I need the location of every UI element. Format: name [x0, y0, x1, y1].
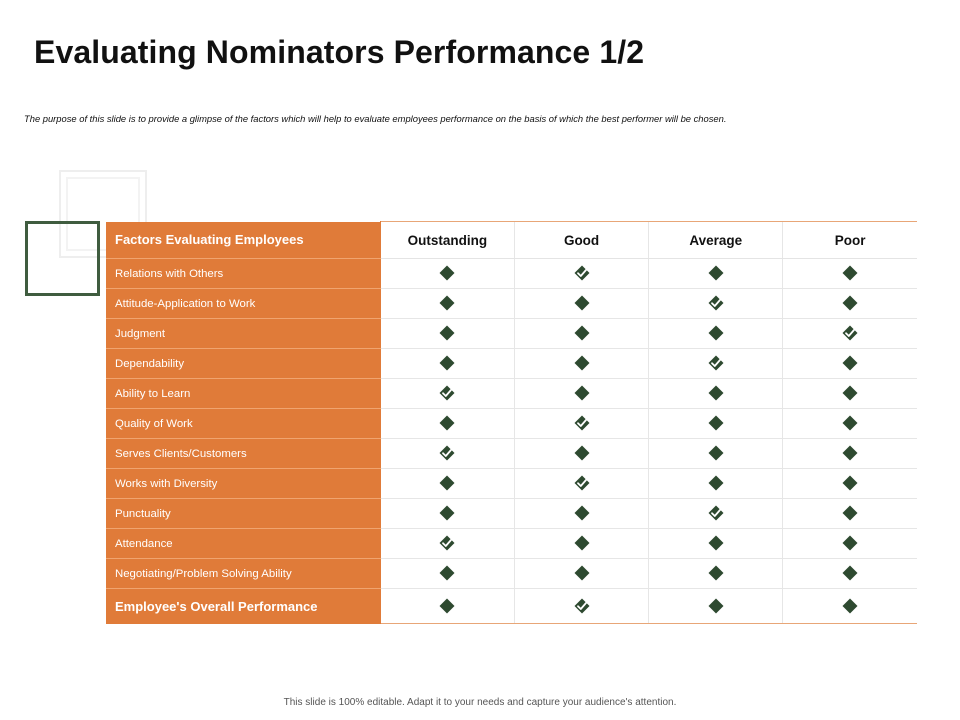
factor-label: Attitude-Application to Work — [106, 289, 380, 319]
factor-label: Serves Clients/Customers — [106, 439, 380, 469]
rating-cell — [783, 289, 917, 319]
table-row — [106, 319, 917, 349]
slide-subtitle: The purpose of this slide is to provide a glimpse of the factors which will help to evaluate employees performance on the basis of which the best performer will be chosen. — [24, 113, 727, 124]
diamond-check-icon — [842, 325, 858, 341]
rating-cell — [649, 559, 783, 589]
diamond-icon — [574, 385, 590, 401]
diamond-icon — [842, 565, 858, 581]
diamond-icon — [439, 475, 455, 491]
evaluation-table — [106, 221, 917, 624]
diamond-icon — [574, 295, 590, 311]
diamond-icon — [708, 475, 724, 491]
diamond-icon — [439, 598, 455, 614]
diamond-icon — [708, 565, 724, 581]
factor-label: Punctuality — [106, 499, 380, 529]
rating-cell — [783, 469, 917, 499]
diamond-icon — [574, 535, 590, 551]
diamond-icon — [708, 535, 724, 551]
rating-cell — [380, 529, 514, 559]
footer-note: This slide is 100% editable. Adapt it to your needs and capture your audience's attention. — [283, 697, 677, 708]
factor-label: Dependability — [106, 349, 380, 379]
diamond-icon — [708, 415, 724, 431]
diamond-check-icon — [439, 385, 455, 401]
rating-cell — [649, 349, 783, 379]
table-row — [106, 529, 917, 559]
table-row — [106, 499, 917, 529]
diamond-icon — [574, 325, 590, 341]
rating-cell — [514, 499, 648, 529]
diamond-icon — [842, 475, 858, 491]
rating-cell — [380, 409, 514, 439]
diamond-icon — [842, 505, 858, 521]
diamond-icon — [574, 505, 590, 521]
factor-label: Negotiating/Problem Solving Ability — [106, 559, 380, 589]
rating-cell — [783, 529, 917, 559]
diamond-check-icon — [574, 265, 590, 281]
diamond-icon — [439, 565, 455, 581]
factor-label: Employee's Overall Performance — [106, 589, 380, 624]
header-poor: Poor — [783, 222, 917, 259]
rating-cell — [649, 529, 783, 559]
table-row — [106, 259, 917, 289]
header-outstanding: Outstanding — [380, 222, 514, 259]
rating-cell — [380, 589, 514, 624]
rating-cell — [380, 439, 514, 469]
rating-cell — [514, 379, 648, 409]
rating-cell — [514, 529, 648, 559]
diamond-icon — [842, 445, 858, 461]
header-average: Average — [649, 222, 783, 259]
rating-cell — [514, 559, 648, 589]
rating-cell — [514, 259, 648, 289]
diamond-icon — [439, 505, 455, 521]
factor-label: Quality of Work — [106, 409, 380, 439]
table-row — [106, 379, 917, 409]
table-row — [106, 559, 917, 589]
header-good: Good — [514, 222, 648, 259]
rating-cell — [783, 319, 917, 349]
rating-cell — [649, 469, 783, 499]
rating-cell — [380, 559, 514, 589]
rating-cell — [783, 259, 917, 289]
table-row — [106, 289, 917, 319]
diamond-check-icon — [708, 355, 724, 371]
rating-cell — [380, 349, 514, 379]
factor-label: Works with Diversity — [106, 469, 380, 499]
diamond-icon — [842, 598, 858, 614]
rating-cell — [514, 319, 648, 349]
header-factors: Factors Evaluating Employees — [106, 222, 380, 259]
table-row — [106, 409, 917, 439]
diamond-check-icon — [439, 535, 455, 551]
diamond-icon — [842, 385, 858, 401]
rating-cell — [380, 469, 514, 499]
diamond-check-icon — [439, 445, 455, 461]
rating-cell — [783, 409, 917, 439]
rating-cell — [783, 499, 917, 529]
rating-cell — [514, 289, 648, 319]
decorative-frame-green — [25, 221, 100, 296]
rating-cell — [514, 469, 648, 499]
diamond-icon — [842, 355, 858, 371]
table-row — [106, 439, 917, 469]
rating-cell — [514, 439, 648, 469]
diamond-check-icon — [708, 505, 724, 521]
diamond-icon — [574, 565, 590, 581]
diamond-check-icon — [574, 475, 590, 491]
diamond-icon — [439, 325, 455, 341]
rating-cell — [649, 409, 783, 439]
rating-cell — [649, 439, 783, 469]
rating-cell — [380, 259, 514, 289]
diamond-check-icon — [574, 415, 590, 431]
factor-label: Judgment — [106, 319, 380, 349]
diamond-icon — [708, 598, 724, 614]
diamond-icon — [842, 265, 858, 281]
factor-label: Attendance — [106, 529, 380, 559]
rating-cell — [783, 439, 917, 469]
diamond-icon — [708, 385, 724, 401]
summary-row — [106, 589, 917, 624]
rating-cell — [649, 499, 783, 529]
diamond-icon — [708, 265, 724, 281]
rating-cell — [649, 379, 783, 409]
rating-cell — [380, 379, 514, 409]
diamond-icon — [842, 295, 858, 311]
rating-cell — [649, 289, 783, 319]
rating-cell — [783, 379, 917, 409]
rating-cell — [514, 409, 648, 439]
diamond-icon — [842, 535, 858, 551]
diamond-icon — [439, 415, 455, 431]
table-row — [106, 469, 917, 499]
diamond-icon — [439, 295, 455, 311]
rating-cell — [380, 499, 514, 529]
diamond-icon — [708, 445, 724, 461]
factor-label: Ability to Learn — [106, 379, 380, 409]
rating-cell — [649, 589, 783, 624]
diamond-check-icon — [708, 295, 724, 311]
rating-cell — [514, 349, 648, 379]
rating-cell — [380, 319, 514, 349]
rating-cell — [649, 319, 783, 349]
rating-cell — [649, 259, 783, 289]
table-row — [106, 349, 917, 379]
factor-label: Relations with Others — [106, 259, 380, 289]
diamond-icon — [574, 445, 590, 461]
diamond-icon — [439, 265, 455, 281]
diamond-check-icon — [574, 598, 590, 614]
diamond-icon — [574, 355, 590, 371]
diamond-icon — [708, 325, 724, 341]
rating-cell — [783, 349, 917, 379]
rating-cell — [514, 589, 648, 624]
table-header-row — [106, 222, 917, 259]
rating-cell — [783, 589, 917, 624]
table-body — [106, 259, 917, 624]
rating-cell — [783, 559, 917, 589]
diamond-icon — [439, 355, 455, 371]
slide-title: Evaluating Nominators Performance 1/2 — [34, 34, 645, 70]
diamond-icon — [842, 415, 858, 431]
rating-cell — [380, 289, 514, 319]
